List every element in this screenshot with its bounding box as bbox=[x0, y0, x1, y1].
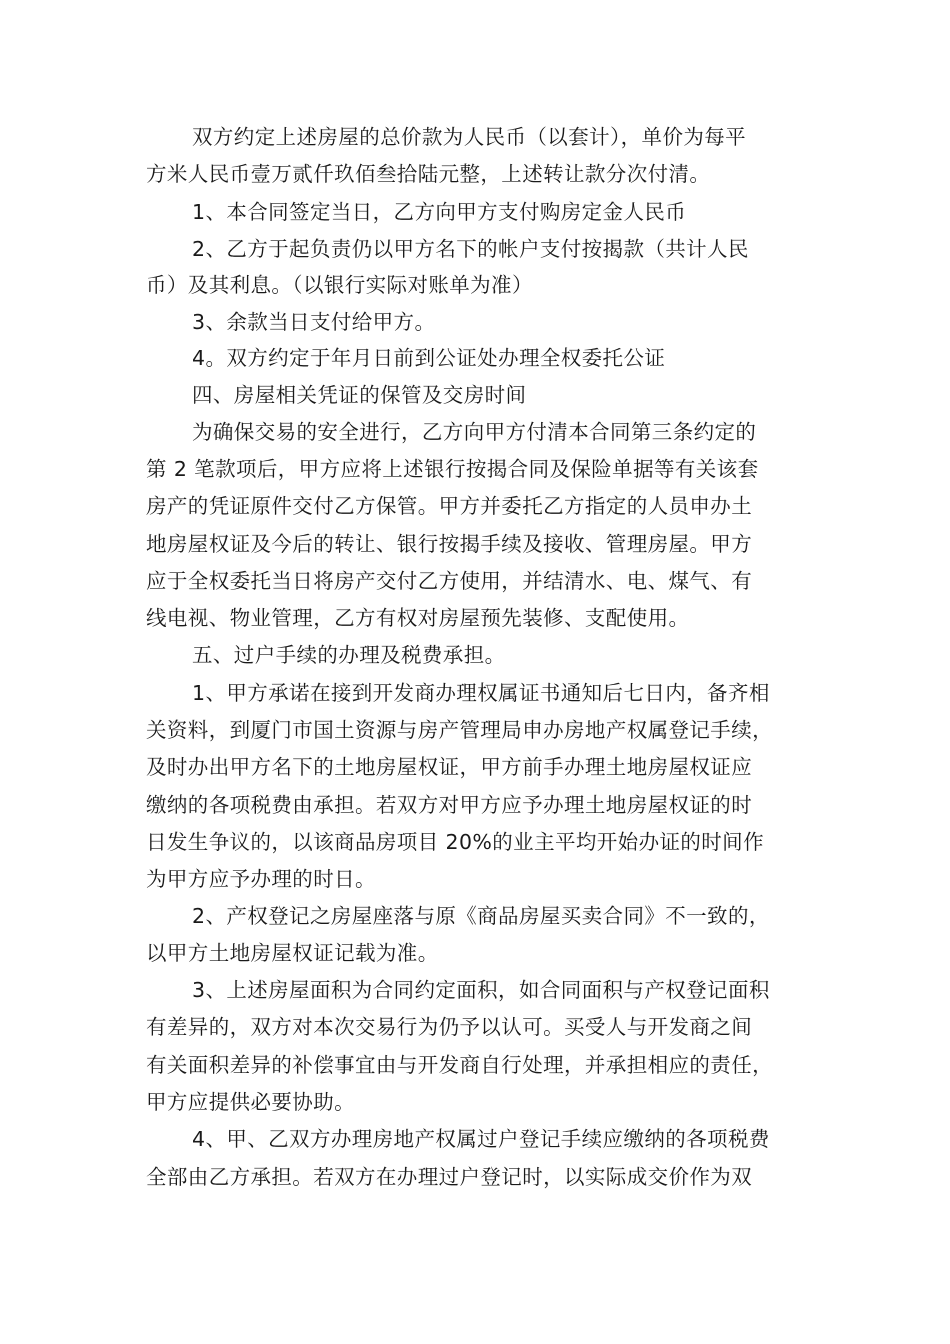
section-heading: 四、房屋相关凭证的保管及交房时间 bbox=[192, 383, 527, 407]
text-line: 甲方应提供必要协助。 bbox=[146, 1090, 355, 1114]
text-line: 应于全权委托当日将房产交付乙方使用，并结清水、电、煤气、有 bbox=[146, 569, 753, 593]
text-line: 4。双方约定于年月日前到公证处办理全权委托公证 bbox=[192, 346, 666, 370]
text-line: 为甲方应予办理的时日。 bbox=[146, 867, 376, 891]
text-line: 3、余款当日支付给甲方。 bbox=[192, 310, 436, 334]
text-line: 房产的凭证原件交付乙方保管。甲方并委托乙方指定的人员申办土 bbox=[146, 494, 753, 518]
text-line: 2、乙方于起负责仍以甲方名下的帐户支付按揭款（共计人民 bbox=[192, 237, 749, 261]
text-line: 1、本合同签定当日，乙方向甲方支付购房定金人民币 bbox=[192, 200, 687, 224]
text-line: 1、甲方承诺在接到开发商办理权属证书通知后七日内，备齐相 bbox=[192, 681, 770, 705]
section-heading: 五、过户手续的办理及税费承担。 bbox=[192, 643, 506, 667]
text-line: 币）及其利息。（以银行实际对账单为准） bbox=[146, 273, 533, 297]
text-line: 缴纳的各项税费由承担。若双方对甲方应予办理土地房屋权证的时 bbox=[146, 793, 753, 817]
text-line: 有差异的，双方对本次交易行为仍予以认可。买受人与开发商之间 bbox=[146, 1015, 753, 1039]
text-line: 第 2 笔款项后，甲方应将上述银行按揭合同及保险单据等有关该套 bbox=[146, 457, 759, 481]
text-line: 全部由乙方承担。若双方在办理过户登记时，以实际成交价作为双 bbox=[146, 1165, 753, 1189]
text-line: 4、甲、乙双方办理房地产权属过户登记手续应缴纳的各项税费 bbox=[192, 1127, 770, 1151]
text-line: 方米人民币壹万贰仟玖佰叁拾陆元整，上述转让款分次付清。 bbox=[146, 162, 711, 186]
text-line: 地房屋权证及今后的转让、银行按揭手续及接收、管理房屋。甲方 bbox=[146, 532, 753, 556]
text-line: 关资料，到厦门市国土资源与房产管理局申办房地产权属登记手续， bbox=[146, 718, 773, 742]
text-line: 有关面积差异的补偿事宜由与开发商自行处理，并承担相应的责任， bbox=[146, 1053, 773, 1077]
text-line: 双方约定上述房屋的总价款为人民币（以套计），单价为每平 bbox=[192, 125, 747, 149]
text-line: 日发生争议的，以该商品房项目 20%的业主平均开始办证的时间作 bbox=[146, 830, 764, 854]
text-line: 及时办出甲方名下的土地房屋权证，甲方前手办理土地房屋权证应 bbox=[146, 755, 753, 779]
text-line: 以甲方土地房屋权证记载为准。 bbox=[146, 941, 439, 965]
text-line: 线电视、物业管理，乙方有权对房屋预先装修、支配使用。 bbox=[146, 606, 690, 630]
text-line: 2、产权登记之房屋座落与原《商品房屋买卖合同》不一致的， bbox=[192, 904, 770, 928]
text-line: 3、上述房屋面积为合同约定面积，如合同面积与产权登记面积 bbox=[192, 978, 770, 1002]
text-line: 为确保交易的安全进行，乙方向甲方付清本合同第三条约定的 bbox=[192, 420, 757, 444]
